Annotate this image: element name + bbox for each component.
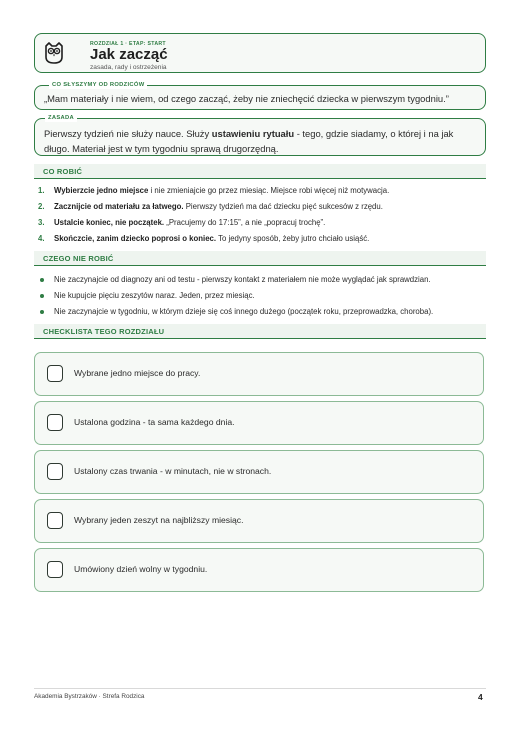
checklist-item-label: Ustalona godzina - ta sama każdego dnia. — [74, 417, 235, 427]
rule-text-emphasis: ustawieniu rytuału — [211, 128, 295, 139]
checklist-item[interactable] — [34, 548, 484, 592]
rule-text-start: Pierwszy tydzień nie służy nauce. Służy — [44, 128, 212, 139]
item-number: 3. — [38, 218, 45, 227]
item-number: 1. — [38, 186, 45, 195]
list-item — [38, 306, 478, 322]
checklist-item-label: Umówiony dzień wolny w tygodniu. — [74, 564, 208, 574]
item-text: Pierwszy tydzień ma dać dziecku pięć sukcesów z rzędu. — [183, 202, 383, 211]
item-bold: Skończcie, zanim dziecko poprosi o koniec. — [54, 234, 217, 243]
parents-quote-box — [34, 82, 486, 110]
owl-icon — [43, 41, 65, 65]
item-text: „Pracujemy do 17:15”, a nie „popracuj trochę”. — [164, 218, 326, 227]
checklist-item[interactable] — [34, 499, 484, 543]
bullet-icon — [40, 294, 44, 298]
footer-title: Akademia Bystrzaków · Strefa Rodzica — [34, 693, 145, 700]
checkbox[interactable] — [47, 414, 63, 431]
checkbox[interactable] — [47, 512, 63, 529]
item-number: 2. — [38, 202, 45, 211]
rule-text — [44, 126, 480, 156]
checkbox[interactable] — [47, 561, 63, 578]
checklist-section-header — [34, 324, 486, 339]
item-text: Nie zaczynajcie od diagnozy ani od testu - pierwszy kontakt z materiałem nie może wyglądać jak sprawdzian. — [54, 275, 431, 284]
item-bold: Ustalcie koniec, nie początek. — [54, 218, 165, 227]
bullet-icon — [40, 278, 44, 282]
checkbox[interactable] — [47, 463, 63, 480]
list-item — [38, 185, 478, 201]
page-number: 4 — [478, 692, 483, 702]
item-text: Nie kupujcie pięciu zeszytów naraz. Jeden, przez miesiąc. — [54, 291, 255, 300]
chapter-kicker: ROZDZIAŁ 1 · ETAP: START — [90, 41, 166, 47]
item-bold: Wybierzcie jedno miejsce — [54, 186, 149, 195]
page-subtitle: zasada, rady i ostrzeżenia — [90, 64, 167, 71]
rule-label: ZASADA — [45, 114, 77, 122]
checklist-item-label: Wybrany jeden zeszyt na najbliższy miesiąc. — [74, 515, 244, 525]
page-title: Jak zacząć — [90, 46, 168, 63]
todo-section-header — [34, 164, 486, 179]
checklist-item-label: Wybrane jedno miejsce do pracy. — [74, 368, 201, 378]
list-item — [38, 274, 478, 290]
avoid-heading: CZEGO NIE ROBIĆ — [43, 254, 114, 263]
quote-label: CO SŁYSZYMY OD RODZICÓW — [49, 81, 147, 89]
avoid-list — [38, 274, 478, 322]
avoid-section-header — [34, 251, 486, 266]
item-bold: Zacznijcie od materiału za łatwego. — [54, 202, 184, 211]
checklist-heading: CHECKLISTA TEGO ROZDZIAŁU — [43, 327, 165, 336]
chapter-header — [34, 33, 486, 73]
todo-heading: CO ROBIĆ — [43, 167, 83, 176]
checklist-item[interactable] — [34, 352, 484, 396]
checklist-item[interactable] — [34, 450, 484, 494]
checkbox[interactable] — [47, 365, 63, 382]
item-text: Nie zaczynajcie w tygodniu, w którym dzieje się coś innego dużego (początek roku, przeprowadzka, choroba). — [54, 307, 434, 316]
footer-divider — [34, 688, 486, 689]
rule-box — [34, 115, 486, 156]
quote-text: „Mam materiały i nie wiem, od czego zacząć, żeby nie zniechęcić dziecka w pierwszym tygodniu.” — [44, 93, 449, 104]
todo-list — [38, 185, 478, 249]
item-text: To jedyny sposób, żeby jutro chciało usiąść. — [216, 234, 370, 243]
list-item — [38, 233, 478, 249]
list-item — [38, 201, 478, 217]
item-text: i nie zmieniajcie go przez miesiąc. Miejsce robi więcej niż motywacja. — [148, 186, 390, 195]
list-item — [38, 217, 478, 233]
rule-text-end: - tego, gdzie siadamy, o której i na jak długo. Materiał jest w tym tygodniu sprawą drugorzędną. — [44, 128, 454, 154]
checklist-item[interactable] — [34, 401, 484, 445]
item-number: 4. — [38, 234, 45, 243]
checklist-item-label: Ustalony czas trwania - w minutach, nie w stronach. — [74, 466, 272, 476]
bullet-icon — [40, 310, 44, 314]
list-item — [38, 290, 478, 306]
